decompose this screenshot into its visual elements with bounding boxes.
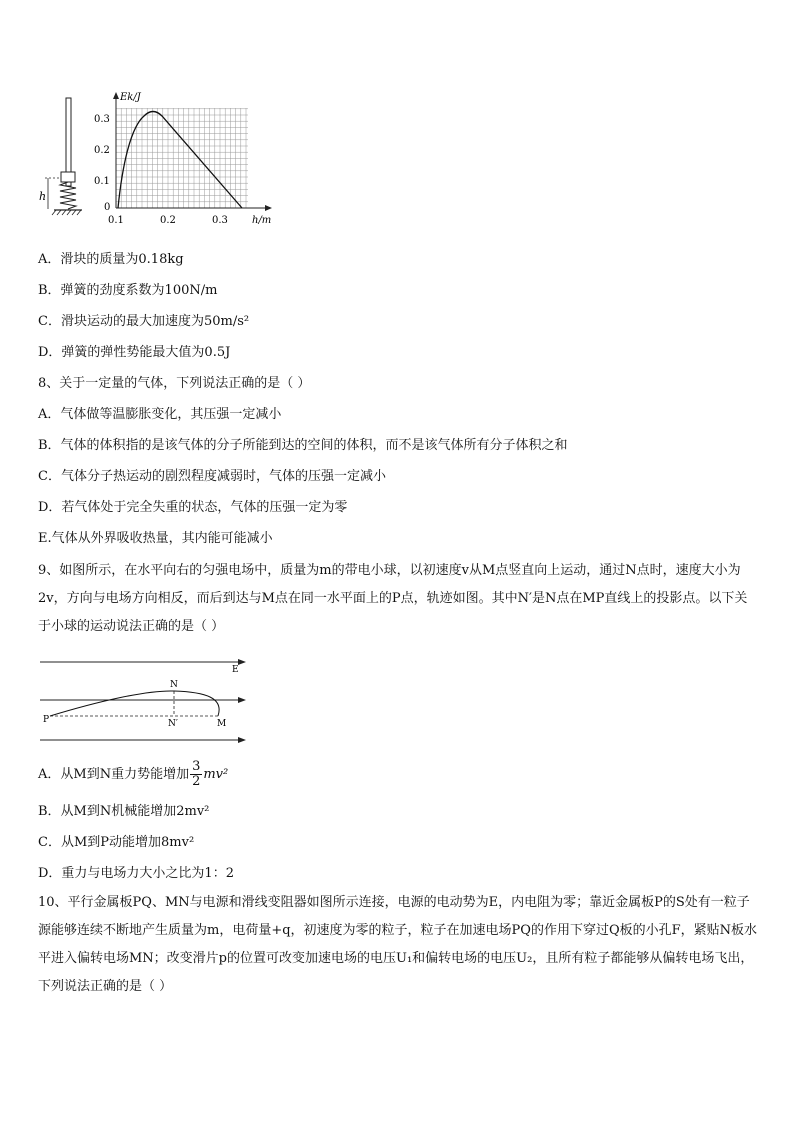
q9-option-a-text: A．从M到N重力势能增加 xyxy=(38,767,190,782)
q8-option-c: C．气体分子热运动的剧烈程度减弱时，气体的压强一定减小 xyxy=(38,469,386,484)
q9-option-a-mv2: mv² xyxy=(203,767,229,782)
q9-option-c: C．从M到P动能增加8mv² xyxy=(38,835,195,850)
q7-option-d: D．弹簧的弹性势能最大值为0.5J xyxy=(38,345,231,360)
y-tick-0.1: 0.1 xyxy=(94,176,110,187)
label-N-prime: N′ xyxy=(168,719,178,729)
q10-stem: 10、平行金属板PQ、MN与电源和滑线变阻器如图所示连接，电源的电动势为E，内电阻为零；靠近金属板P的S处有一粒子源能够连续不断地产生质量为m，电荷量+q，初速度为零的粒子，粒子在加速电场PQ的作用下穿过Q板的小孔F，紧贴N板水平进入偏转电场MN；改变滑片p的位置可改变加速电场的电压U₁和偏转电场的电压U₂，且所有粒子都能够从偏转电场飞出，下列说法正确的是（ ） xyxy=(38,895,757,994)
label-P: P xyxy=(43,715,50,725)
y-axis-label: Ek/J xyxy=(120,92,141,103)
x-tick-0.2: 0.2 xyxy=(160,215,176,226)
spring-ek-figure xyxy=(36,88,286,228)
fraction-numerator: 3 xyxy=(192,759,201,774)
q8-option-e: E.气体从外界吸收热量，其内能可能减小 xyxy=(38,531,273,546)
x-axis-label: h/m xyxy=(252,215,272,226)
q9-option-a xyxy=(38,760,228,789)
fraction-denominator: 2 xyxy=(192,774,201,789)
ek-h-graph xyxy=(94,92,272,226)
q9-option-b: B．从M到N机械能增加2mv² xyxy=(38,804,210,819)
q8-option-d: D．若气体处于完全失重的状态，气体的压强一定为零 xyxy=(38,500,348,515)
fraction-3-2 xyxy=(190,760,202,789)
q7-option-b: B．弹簧的劲度系数为100N/m xyxy=(38,283,218,298)
q8-stem: 8、关于一定量的气体，下列说法正确的是（ ） xyxy=(38,376,311,391)
q7-option-a: A．滑块的质量为0.18kg xyxy=(38,252,184,267)
q7-option-c: C．滑块运动的最大加速度为50m/s² xyxy=(38,314,250,329)
q8-option-a: A．气体做等温膨胀变化，其压强一定减小 xyxy=(38,407,282,422)
y-tick-0.2: 0.2 xyxy=(94,145,110,156)
y-tick-0.3: 0.3 xyxy=(94,114,110,125)
q9-stem: 9、如图所示，在水平向右的匀强电场中，质量为m的带电小球，以初速度v从M点竖直向上运动，通过N点时，速度大小为2v，方向与电场方向相反，而后到达与M点在同一水平面上的P点，轨迹如图。其中N′是N点在MP直线上的投影点。以下关于小球的运动说法正确的是（ ） xyxy=(38,563,748,634)
x-tick-0.3: 0.3 xyxy=(212,215,228,226)
h-label: h xyxy=(39,190,47,203)
label-N: N xyxy=(170,680,178,690)
field-trajectory-figure xyxy=(36,654,256,746)
trajectory-curve xyxy=(50,691,219,716)
y-tick-0: 0 xyxy=(104,202,111,213)
x-tick-0.1: 0.1 xyxy=(108,215,124,226)
label-M: M xyxy=(217,719,227,729)
q8-option-b: B．气体的体积指的是该气体的分子所能到达的空间的体积，而不是该气体所有分子体积之和 xyxy=(38,438,568,453)
q9-option-d: D．重力与电场力大小之比为1：2 xyxy=(38,866,234,881)
label-E: E xyxy=(232,665,239,675)
spring-apparatus xyxy=(39,98,82,215)
